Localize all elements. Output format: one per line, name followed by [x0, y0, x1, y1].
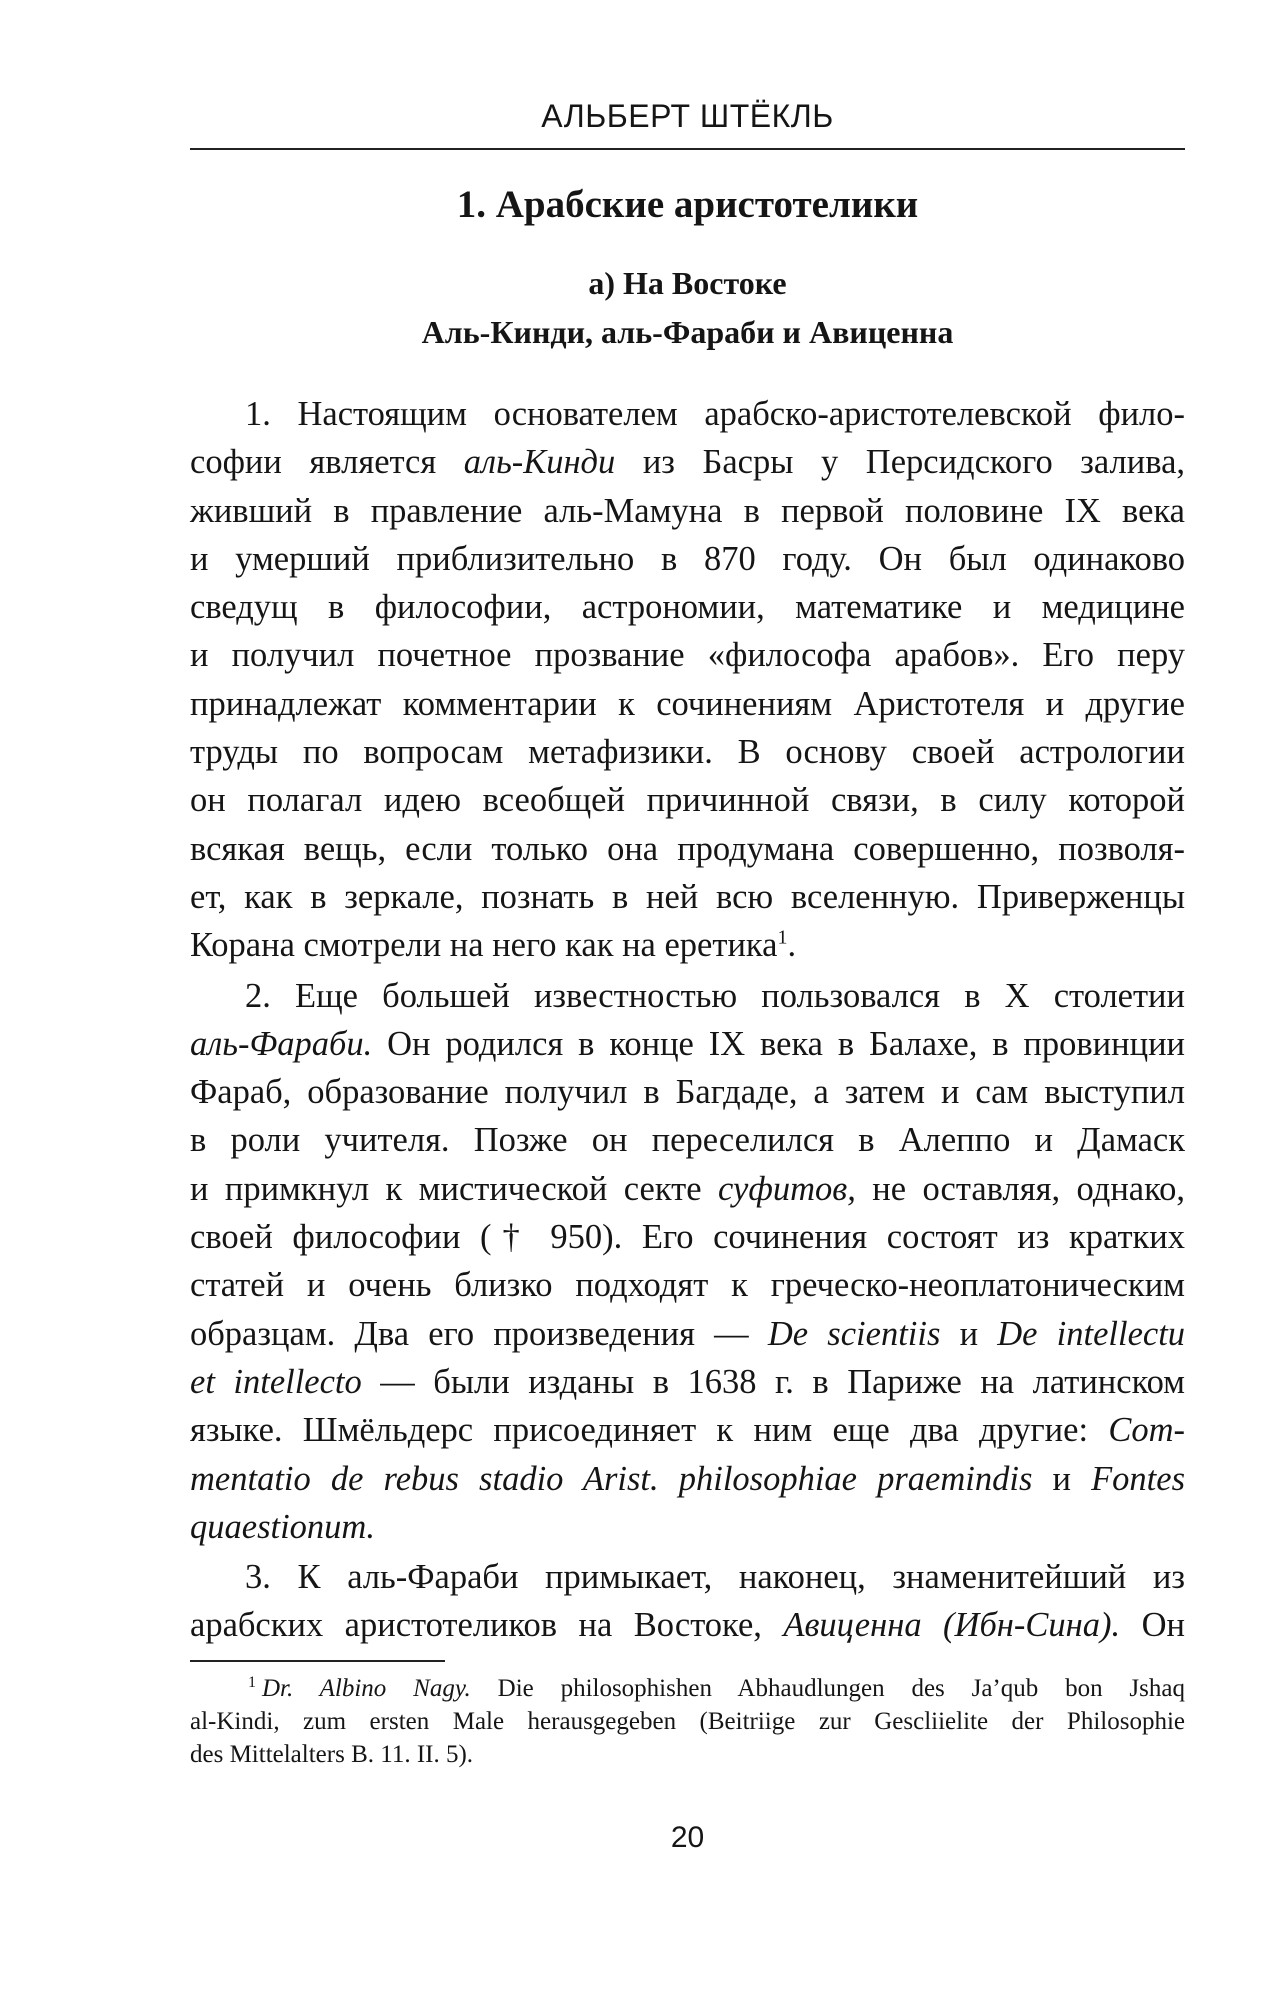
text-line: он полагал идею всеобщей причинной связи, в силу которой: [190, 781, 1185, 820]
text-line: 2. Еще большей известностью пользовался в X столетии: [245, 976, 1185, 1015]
text-line: Фараб, образование получил в Багдаде, а затем и сам выступил: [190, 1073, 1185, 1112]
text-line: и получил почетное прозвание «философа арабов». Его перу: [190, 636, 1185, 675]
page-number: 20: [670, 1821, 705, 1854]
text-line: образцам. Два его произведения — De scientiis и De intellectu: [190, 1314, 1186, 1353]
text-line: принадлежат комментарии к сочинениям Аристотеля и другие: [190, 684, 1185, 723]
paragraph-2: [190, 972, 1185, 1552]
paragraph-3: [190, 1553, 1185, 1650]
text-line: труды по вопросам метафизики. В основу своей астрологии: [190, 733, 1185, 772]
running-head: АЛЬБЕРТ ШТЁКЛЬ: [541, 98, 834, 134]
text-line: аль-Фараби. Он родился в конце IX века в Балахе, в провинции: [190, 1024, 1185, 1063]
italic-text: аль-Фараби.: [190, 1024, 373, 1063]
section-topic-subtitle: Аль-Кинди, аль-Фараби и Авиценна: [421, 314, 954, 350]
italic-text: аль-Кинди: [463, 443, 616, 482]
footnote-line: $^1$ Dr. Albino Nagy. Die philosophishen Abhaudlungen des Ja’qub bon Jshaq: [248, 1673, 1185, 1702]
text-line: всякая вещь, если только она продумана совершенно, позволя-: [190, 829, 1185, 868]
body-text: [190, 390, 1185, 1650]
footnote-line: al-Kindi, zum ersten Male herausgegeben (Beitriige zur Gescliielite der Philosophie: [190, 1708, 1185, 1735]
text-line: и умерший приблизительно в 870 году. Он был одинаково: [190, 539, 1185, 578]
footnote: [190, 1672, 1185, 1771]
text-line: 3. К аль-Фараби примыкает, наконец, знаменитейший из: [245, 1558, 1185, 1597]
text-line: сведущ в философии, астрономии, математике и медицине: [190, 588, 1185, 627]
chapter-title: 1. Арабские аристотелики: [456, 183, 919, 226]
text-line: софии является аль-Кинди из Басры у Персидского залива,: [190, 443, 1186, 482]
italic-text: Fontes: [1091, 1459, 1185, 1498]
italic-text: Dr. Albino Nagy.: [262, 1675, 471, 1702]
footnote-rule: [190, 1660, 445, 1662]
italic-text: et intellecto: [190, 1362, 362, 1401]
footnote-line: des Mittelalters B. 11. II. 5).: [190, 1741, 474, 1768]
text-line: живший в правление аль-Мамуна в первой половине IX века: [190, 491, 1185, 530]
text-line: статей и очень близко подходят к греческо-неоплатоническим: [190, 1266, 1185, 1305]
text-line: языке. Шмёльдерс присоединяет к ним еще два другие: Com-: [190, 1411, 1185, 1450]
footnote-marker: 1: [248, 1673, 256, 1691]
text-line: своей философии († 950). Его сочинения состоят из кратких: [190, 1218, 1185, 1257]
text-line: и примкнул к мистической секте суфитов, не оставляя, однако,: [190, 1169, 1185, 1208]
paragraph-1: [190, 390, 1185, 970]
section-subtitle: а) На Востоке: [588, 265, 787, 301]
italic-text: quaestionum.: [190, 1507, 375, 1546]
text-line: арабских аристотеликов на Востоке, Авиценна (Ибн-Сина). Он: [190, 1606, 1185, 1645]
text-line: в роли учителя. Позже он переселился в Алеппо и Дамаск: [190, 1121, 1185, 1160]
footnote-reference[interactable]: 1: [777, 926, 788, 949]
italic-text: суфитов,: [717, 1169, 856, 1208]
italic-text: Com-: [1108, 1411, 1185, 1450]
italic-text: De intellectu: [997, 1314, 1186, 1353]
text-line: [190, 1503, 1185, 1551]
text-line: ет, как в зеркале, познать в ней всю вселенную. Приверженцы: [190, 877, 1185, 916]
text-line: Корана смотрели на него как на еретика$^1$.: [190, 926, 797, 965]
italic-text: Авиценна (Ибн-Сина).: [783, 1606, 1121, 1645]
header-rule: [190, 148, 1185, 150]
text-line: mentatio de rebus stadio Arist. philosophiae praemindis и Fontes: [190, 1459, 1185, 1498]
italic-text: mentatio de rebus stadio Arist. philosophiae praemindis: [190, 1459, 1033, 1498]
text-line: 1. Настоящим основателем арабско-аристотелевской фило-: [245, 395, 1185, 433]
text-line: et intellecto — были изданы в 1638 г. в Париже на латинском: [190, 1362, 1186, 1401]
italic-text: De scientiis: [767, 1314, 941, 1353]
